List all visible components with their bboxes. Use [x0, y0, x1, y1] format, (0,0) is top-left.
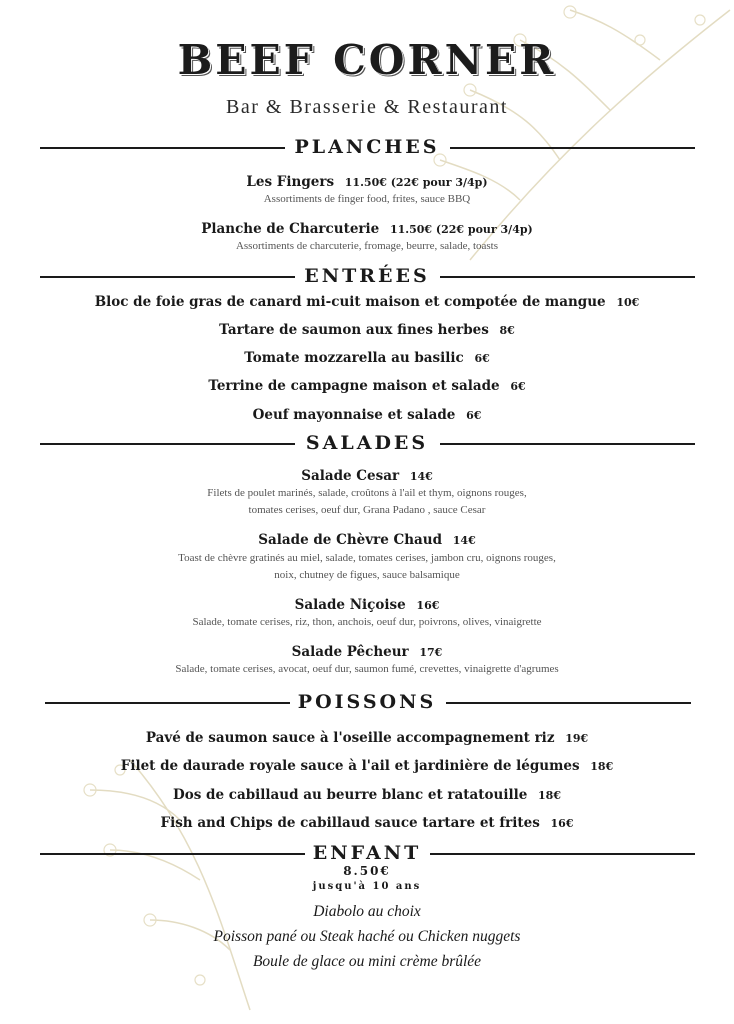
section-poissons [0, 691, 734, 715]
item-price: 11.50€ (22€ pour 3/4p) [344, 176, 488, 189]
menu-item [0, 221, 734, 237]
item-description: noix, chutney de figues, sauce balsamique [274, 569, 460, 581]
menu-item [0, 532, 734, 548]
menu-item [0, 350, 734, 366]
section-planches [0, 136, 734, 160]
section-title: POISSONS [297, 691, 437, 713]
kids-menu-age: jusqu'à 10 ans [312, 881, 422, 892]
item-price: 14€ [409, 470, 433, 483]
item-price: 6€ [474, 352, 490, 365]
item-name: Oeuf mayonnaise et salade [252, 407, 456, 423]
item-price: 8€ [499, 324, 515, 337]
kids-menu-item: Boule de glace ou mini crème brûlée [252, 953, 482, 970]
item-price: 17€ [419, 646, 443, 659]
item-name: Salade Niçoise [294, 597, 406, 613]
item-description: tomates cerises, oeuf dur, Grana Padano , sauce Cesar [248, 504, 486, 516]
section-title: PLANCHES [294, 136, 440, 158]
item-price: 18€ [590, 760, 614, 773]
item-description: Assortiments de finger food, frites, sauce BBQ [263, 193, 471, 205]
menu-item [0, 787, 734, 803]
item-description: Assortiments de charcuterie, fromage, beurre, salade, toasts [235, 240, 499, 252]
menu-item [0, 378, 734, 394]
item-name: Salade Pêcheur [291, 644, 409, 660]
kids-menu-price: 8.50€ [343, 864, 391, 878]
section-title: ENFANT [312, 842, 422, 864]
item-name: Dos de cabillaud au beurre blanc et ratatouille [173, 787, 528, 803]
item-name: Salade Cesar [301, 468, 400, 484]
restaurant-subtitle: Bar & Brasserie & Restaurant [226, 96, 508, 118]
item-price: 6€ [510, 380, 526, 393]
item-price: 10€ [616, 296, 640, 309]
item-name: Planche de Charcuterie [201, 221, 380, 237]
item-name: Tartare de saumon aux fines herbes [219, 322, 489, 338]
menu-item [0, 644, 734, 660]
menu-item [0, 597, 734, 613]
menu-item [0, 815, 734, 831]
menu-item [0, 322, 734, 338]
item-price: 18€ [538, 789, 561, 802]
item-price: 16€ [550, 817, 574, 830]
restaurant-title: BEEF CORNER [177, 36, 557, 84]
item-name: Pavé de saumon sauce à l'oseille accompagnement riz [145, 730, 555, 746]
menu-item [0, 730, 734, 746]
item-price: 6€ [466, 409, 482, 422]
menu-item [0, 407, 734, 423]
item-price: 19€ [565, 732, 589, 745]
item-name: Terrine de campagne maison et salade [208, 378, 500, 394]
kids-menu-item: Diabolo au choix [313, 903, 421, 920]
item-price: 16€ [416, 599, 440, 612]
section-title: SALADES [305, 432, 429, 454]
item-name: Tomate mozzarella au basilic [244, 350, 464, 366]
item-name: Fish and Chips de cabillaud sauce tartare et frites [160, 815, 540, 831]
item-description: Salade, tomate cerises, riz, thon, anchois, oeuf dur, poivrons, olives, vinaigrette [192, 616, 542, 628]
item-name: Les Fingers [246, 174, 335, 190]
item-description: Filets de poulet marinés, salade, croûtons à l'ail et thym, oignons rouges, [207, 487, 527, 499]
menu-item [0, 294, 734, 310]
menu-item [0, 174, 734, 190]
item-name: Bloc de foie gras de canard mi-cuit maison et compotée de mangue [94, 294, 606, 310]
item-price: 14€ [452, 534, 476, 547]
item-name: Filet de daurade royale sauce à l'ail et jardinière de légumes [120, 758, 580, 774]
kids-menu-item: Poisson pané ou Steak haché ou Chicken nuggets [213, 928, 521, 945]
item-description: Salade, tomate cerises, avocat, oeuf dur, saumon fumé, crevettes, vinaigrette d'agrumes [175, 663, 559, 675]
menu-item [0, 468, 734, 484]
menu-item [0, 758, 734, 774]
section-enfant [0, 842, 734, 866]
section-entrees [0, 265, 734, 289]
item-name: Salade de Chèvre Chaud [258, 532, 443, 548]
section-title: ENTRÉES [304, 265, 430, 287]
item-description: Toast de chèvre gratinés au miel, salade, tomates cerises, jambon cru, oignons rouges, [178, 552, 556, 564]
item-price: 11.50€ (22€ pour 3/4p) [389, 223, 533, 236]
section-salades [0, 432, 734, 456]
